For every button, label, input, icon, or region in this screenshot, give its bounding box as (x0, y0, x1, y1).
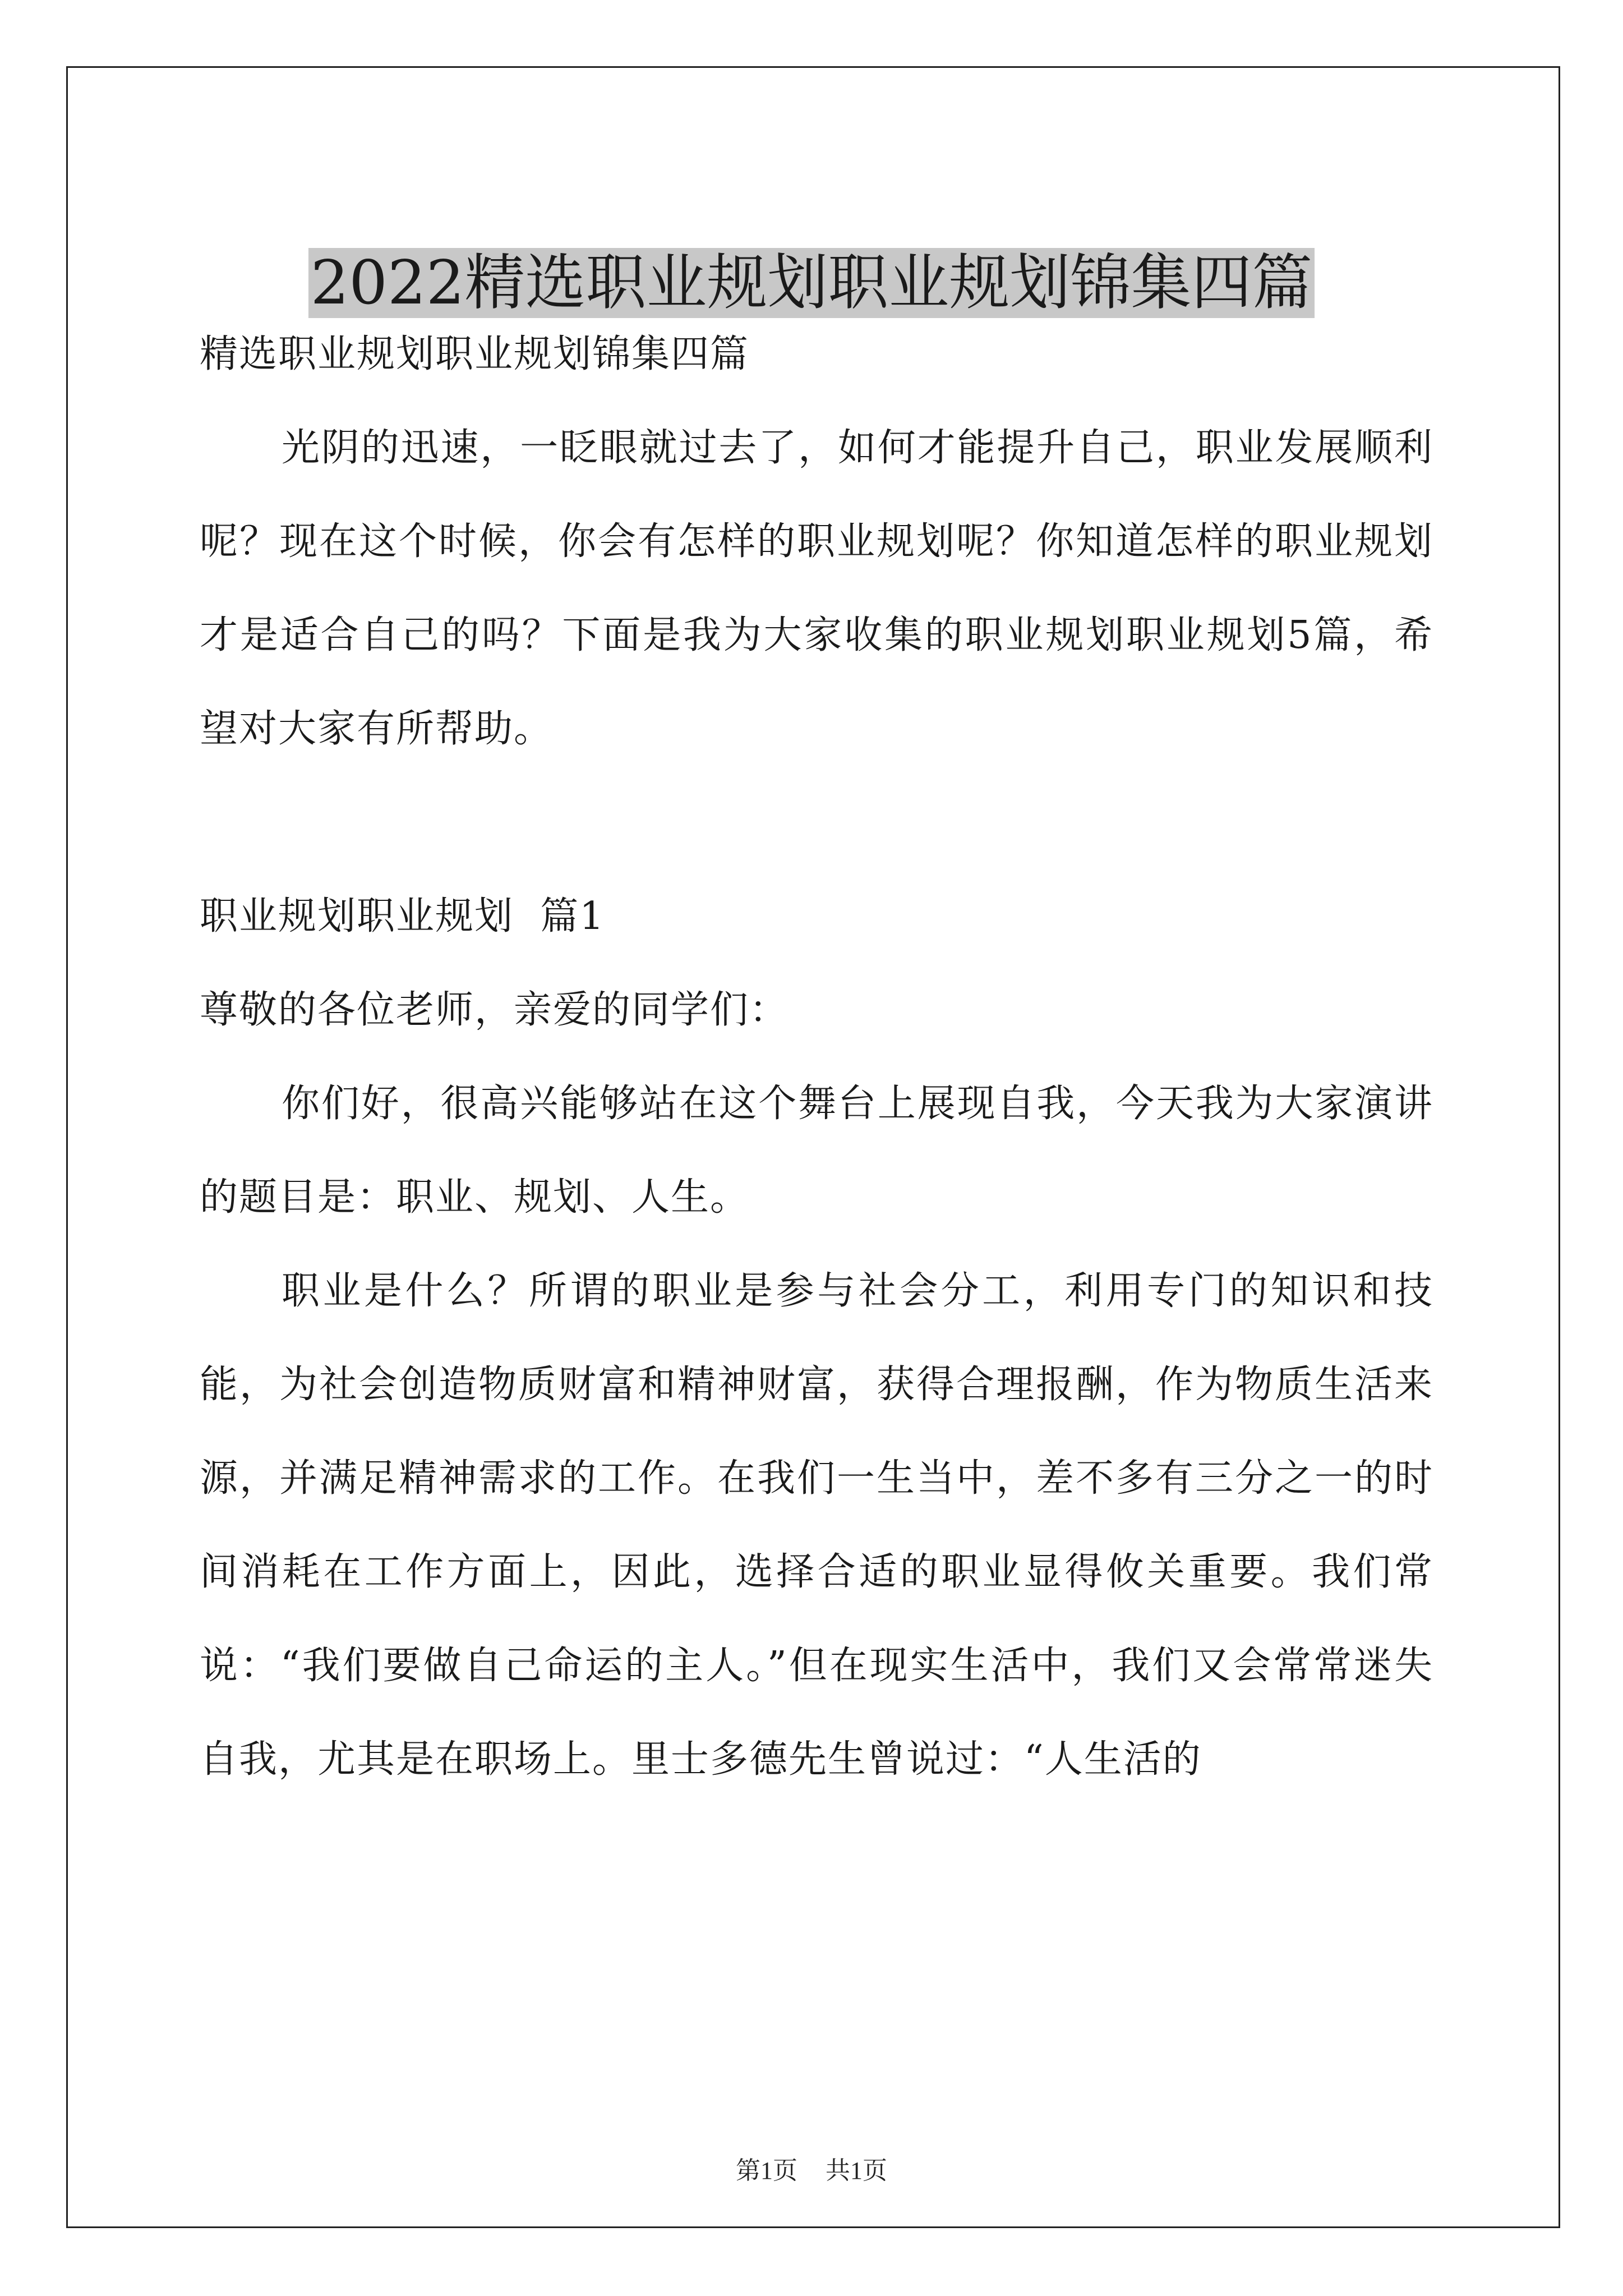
intro-paragraph: 光阴的迅速，一眨眼就过去了，如何才能提升自己，职业发展顺利呢？现在这个时候，你会有怎样的职业规划呢？你知道怎样的职业规划才是适合自己的吗？下面是我为大家收集的职业规划职业规划5篇，希望对大家有所帮助。 (200, 426, 1433, 751)
document-subtitle: 精选职业规划职业规划锦集四篇 (200, 332, 750, 376)
page-number-current: 第1页 (736, 2157, 797, 2184)
body-paragraph-1: 你们好，很高兴能够站在这个舞台上展现自我，今天我为大家演讲的题目是：职业、规划、人生。 (200, 1082, 1433, 1220)
document-body (200, 307, 1433, 1806)
document-title-text: 2022精选职业规划职业规划锦集四篇 (308, 248, 1315, 318)
page-footer (0, 2154, 1623, 2188)
page-number-total: 共1页 (826, 2157, 887, 2184)
body-paragraph-2: 职业是什么？所谓的职业是参与社会分工，利用专门的知识和技能，为社会创造物质财富和精神财富，获得合理报酬，作为物质生活来源，并满足精神需求的工作。在我们一生当中，差不多有三分之一的时间消耗在工作方面上，因此，选择合适的职业显得攸关重要。我们常说：“我们要做自己命运的主人。”但在现实生活中，我们又会常常迷失自我，尤其是在职场上。里士多德先生曾说过：“人生活的 (200, 1269, 1433, 1782)
salutation: 尊敬的各位老师，亲爱的同学们： (200, 988, 789, 1032)
section-heading: 职业规划职业规划 篇1 (200, 894, 605, 938)
